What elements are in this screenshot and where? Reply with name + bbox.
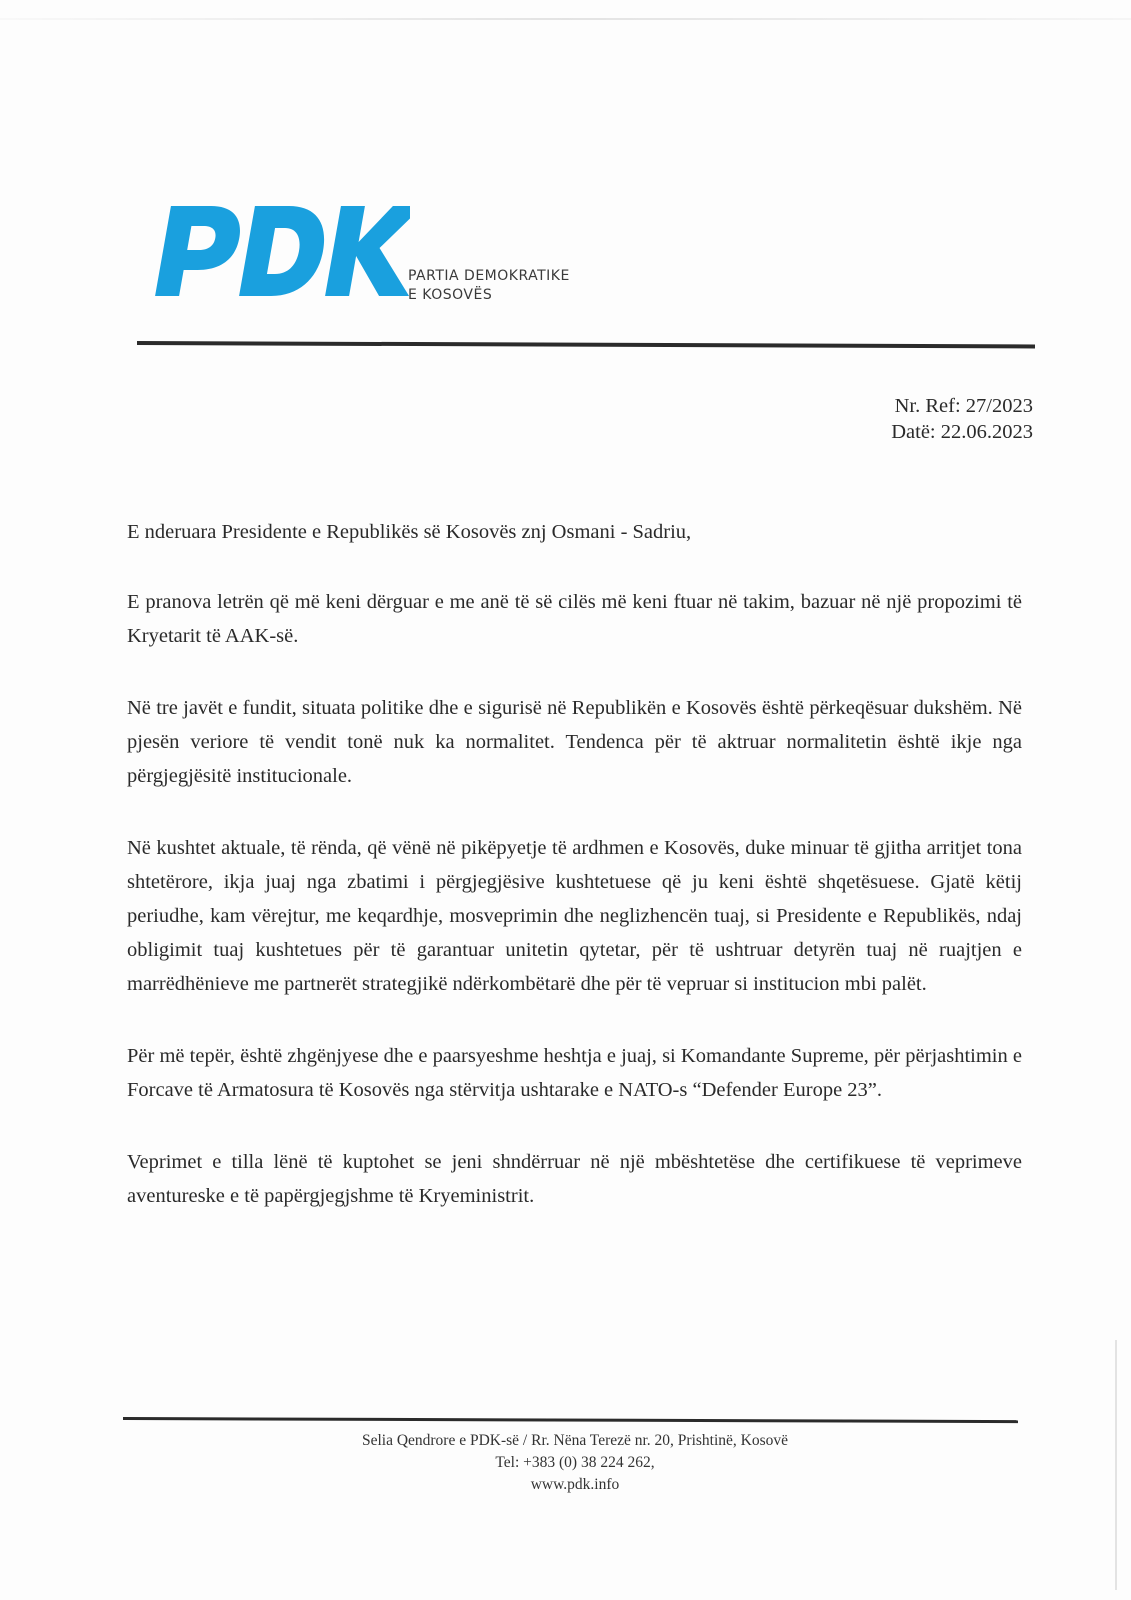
scan-edge-top [0,18,1131,20]
footer-divider [123,1417,1018,1423]
party-name-line2: E KOSOVËS [408,287,493,303]
letter-body [127,515,1022,1251]
salutation: E nderuara Presidente e Republikës së Kosovës znj Osmani - Sadriu, [127,521,692,543]
footer-website: www.pdk.info [530,1476,620,1493]
party-name-line1: PARTIA DEMOKRATIKE [408,268,570,284]
footer-phone: Tel: +383 (0) 38 224 262, [495,1454,655,1471]
pdk-logo [150,200,610,310]
paragraph-5: Veprimet e tilla lënë të kuptohet se jeni shndërruar në një mbështetëse dhe certifikuese të veprimeve aventureske e të papërgjegjshme të Kryeministrit. [127,1151,1022,1207]
footer [220,1430,930,1496]
paragraph-3: Në kushtet aktuale, të rënda, që vënë në pikëpyetje të ardhmen e Kosovës, duke minuar të gjitha arritjet tona shtetërore, ikja juaj nga zbatimi i përgjegjësive kushtetuese që ju keni është shqetësuese. Gjatë këtij periudhe, kam vërejtur, me keqardhje, mosveprimin dhe neglizhencën tuaj, si Presidente e Republikës, ndaj obligimit tuaj kushtetues për të garantuar unitetin qytetar, për të ushtruar detyrën tuaj në ruajtjen e marrëdhënieve me partnerët strategjikë ndërkombëtarë dhe për të vepruar si institucion mbi palët. [127,837,1022,995]
footer-address: Selia Qendrore e PDK-së / Rr. Nëna Terezë nr. 20, Prishtinë, Kosovë [361,1432,789,1449]
paragraph-2: Në tre javët e fundit, situata politike dhe e sigurisë në Republikën e Kosovës është përkeqësuar dukshëm. Në pjesën veriore të vendit tonë nuk ka normalitet. Tendenca për të aktruar normalitetin është ikje nga përgjegjësitë institucionale. [127,697,1022,787]
header-divider [137,341,1035,348]
paragraph-1: E pranova letrën që më keni dërguar e me anë të së cilës më keni ftuar në takim, bazuar në një propozimi të Kryetarit të AAK-së. [127,591,1022,647]
reference-number: Nr. Ref: 27/2023 [894,395,1033,417]
pdk-logo-mark [150,200,410,310]
party-name [408,267,570,305]
reference-block [760,393,1033,445]
paragraph-4: Për më tepër, është zhgënjyese dhe e paarsyeshme heshtja e juaj, si Komandante Supreme, për përjashtimin e Forcave të Armatosura të Kosovës nga stërvitja ushtarake e NATO-s “Defender Europe 23”. [127,1045,1022,1101]
scan-edge-right [1115,1340,1117,1590]
reference-date: Datë: 22.06.2023 [891,421,1033,443]
